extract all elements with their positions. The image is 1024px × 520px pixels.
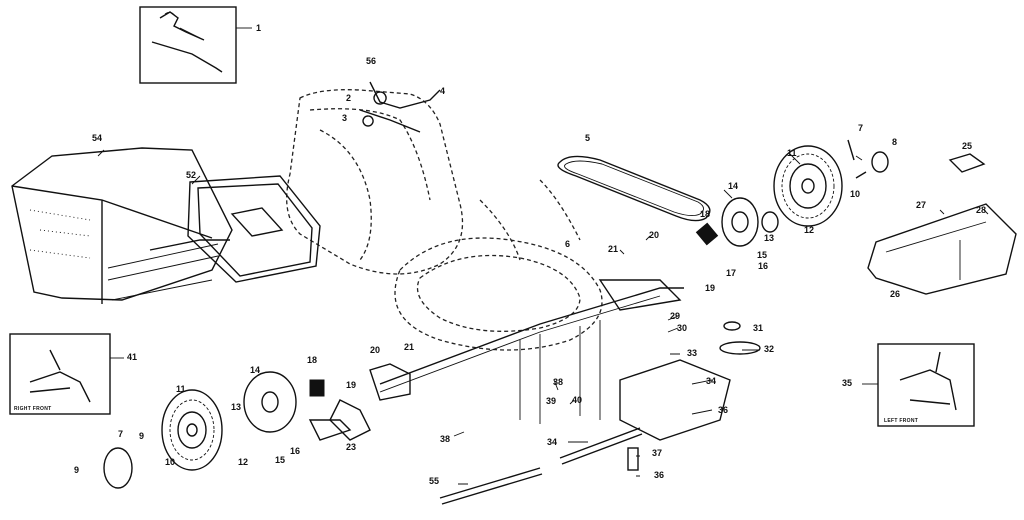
callout-36-lower: 36 (654, 470, 665, 480)
callout-27: 27 (916, 200, 927, 210)
rear-deflector (868, 154, 1016, 294)
callout-11: 11 (787, 148, 797, 158)
callout-54: 54 (92, 133, 103, 143)
callout-17: 17 (726, 268, 737, 278)
callout-5: 5 (585, 133, 591, 143)
callout-29: 29 (670, 311, 681, 321)
callout-13-bottom: 13 (231, 402, 242, 412)
callout-19-top: 19 (705, 283, 716, 293)
callout-16-bottom: 16 (290, 446, 301, 456)
callout-14-bottom: 14 (250, 365, 261, 375)
callout-40: 40 (572, 395, 583, 405)
callout-11-bottom: 11 (176, 384, 186, 394)
callout-14: 14 (728, 181, 739, 191)
callout-4: 4 (440, 86, 446, 96)
callout-1: 1 (256, 23, 262, 33)
callout-41: 41 (127, 352, 138, 362)
inset-box-left (10, 334, 124, 414)
callout-35: 35 (842, 378, 853, 388)
callout-34-right: 34 (706, 376, 717, 386)
callout-12-bottom: 12 (238, 457, 249, 467)
mower-deck (395, 180, 602, 350)
callout-10-bottom: 10 (165, 457, 176, 467)
callout-20-bottom: 20 (370, 345, 381, 355)
callout-12-top: 12 (804, 225, 815, 235)
leader-lines (98, 150, 988, 484)
callout-8: 8 (892, 137, 898, 147)
inset-caption-right: LEFT FRONT (884, 418, 919, 424)
callout-3: 3 (342, 113, 348, 123)
callout-10: 10 (850, 189, 861, 199)
callout-21-top: 21 (608, 244, 619, 254)
callout-28: 28 (976, 205, 987, 215)
callout-19-bottom: 19 (346, 380, 357, 390)
callout-18-bottom: 18 (307, 355, 318, 365)
callout-32: 32 (764, 344, 775, 354)
wheel-left (104, 372, 324, 488)
inset-box-right (862, 344, 974, 426)
callout-23: 23 (346, 442, 357, 452)
callout-7-bottom: 7 (118, 429, 124, 439)
wheel-right (774, 146, 842, 226)
lower-brackets (310, 364, 410, 440)
callout-55: 55 (429, 476, 440, 486)
callout-37: 37 (652, 448, 663, 458)
callout-33: 33 (687, 348, 698, 358)
bag-frame (188, 176, 320, 282)
callout-38-left: 38 (440, 434, 451, 444)
callout-18-top: 18 (700, 209, 711, 219)
callout-7: 7 (858, 123, 864, 133)
callout-26: 26 (890, 289, 901, 299)
callout-15-bottom: 15 (275, 455, 286, 465)
callout-36-right: 36 (718, 405, 729, 415)
callout-9-far: 9 (74, 465, 80, 475)
callout-9-bottom: 9 (139, 431, 145, 441)
callout-13-top: 13 (764, 233, 775, 243)
callout-56: 56 (366, 56, 377, 66)
callout-34-lower: 34 (547, 437, 558, 447)
callout-15-top: 15 (757, 250, 768, 260)
callout-21-bottom: 21 (404, 342, 415, 352)
callout-20-top: 20 (649, 230, 660, 240)
callout-2: 2 (346, 93, 352, 103)
callout-39: 39 (546, 396, 557, 406)
callout-38-upper: 38 (553, 377, 564, 387)
lever-assembly (620, 322, 760, 470)
callout-16-top: 16 (758, 261, 769, 271)
callout-25: 25 (962, 141, 973, 151)
drive-belt (558, 156, 710, 220)
callout-30: 30 (677, 323, 688, 333)
callout-52: 52 (186, 170, 197, 180)
handle-assembly (287, 82, 463, 274)
callout-31: 31 (753, 323, 764, 333)
inset-caption-left: RIGHT FRONT (14, 406, 52, 412)
inset-box-part-1 (140, 7, 252, 83)
callout-6: 6 (565, 239, 571, 249)
